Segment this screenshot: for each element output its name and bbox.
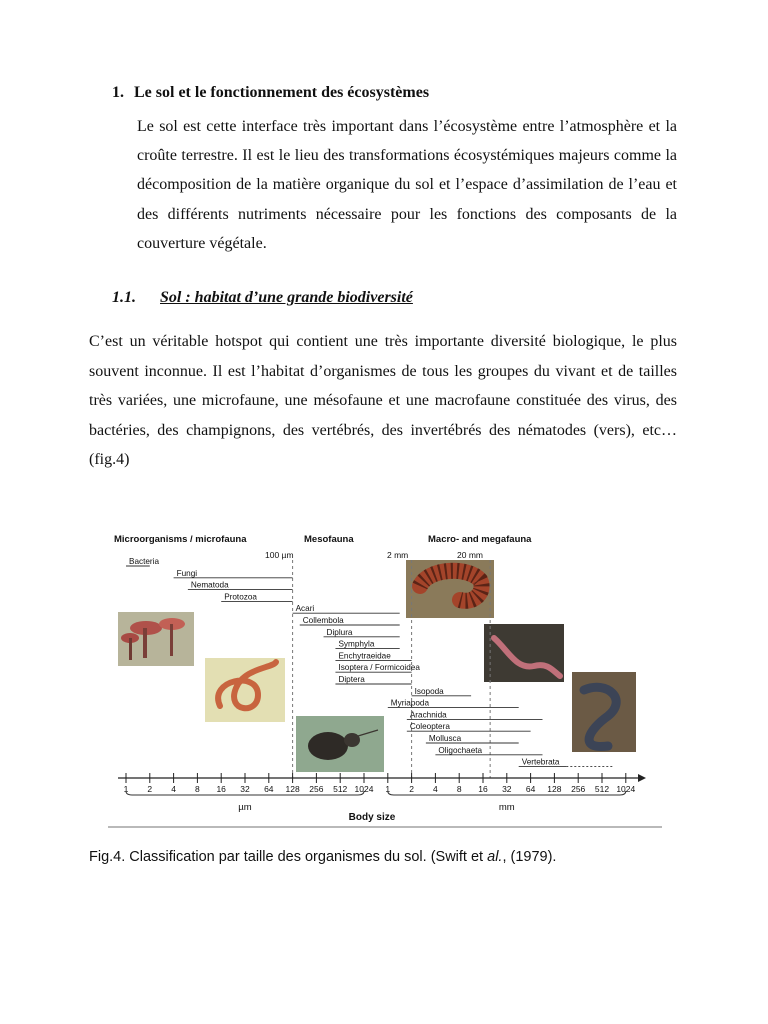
nematode-photo	[205, 658, 285, 722]
axis-tick-label: 64	[525, 784, 536, 794]
group-label: Arachnida	[409, 710, 447, 720]
group-label: Isopoda	[414, 686, 444, 696]
axis-tick-label: 4	[171, 784, 176, 794]
caption-suffix: , (1979).	[502, 849, 557, 865]
millipede-photo	[406, 560, 494, 618]
boundary-20mm: 20 mm	[457, 550, 483, 560]
section-number: 1.	[112, 84, 124, 101]
axis-arrow-icon	[638, 774, 646, 782]
group-label: Vertebrata	[521, 757, 560, 767]
group-label: Enchytraeidae	[338, 651, 391, 661]
subsection-number: 1.1.	[112, 289, 136, 306]
group-label: Coleoptera	[409, 722, 450, 732]
group-label: Isoptera / Formicoidea	[338, 663, 420, 673]
axis-tick-label: 1024	[616, 784, 636, 794]
boundary-2mm: 2 mm	[387, 550, 409, 560]
beetle-photo	[296, 716, 384, 772]
axis-label: Body size	[348, 812, 396, 823]
earthworm-photo	[484, 624, 564, 682]
axis-tick-label: 512	[333, 784, 348, 794]
group-label: Collembola	[302, 616, 344, 625]
axis-tick-label: 1024	[354, 784, 374, 794]
axis-tick-label: 2	[147, 784, 153, 794]
axis-tick-label: 4	[433, 784, 438, 794]
section-heading	[112, 84, 429, 102]
section-title: Le sol et le fonctionnement des écosystèmes	[134, 84, 430, 101]
header-mesofauna: Mesofauna	[304, 534, 354, 545]
header-microfauna: Microorganisms / microfauna	[114, 534, 247, 545]
axis-tick-label: 1	[385, 784, 391, 794]
axis-tick-label: 256	[571, 784, 586, 794]
axis-tick-label: 1	[123, 784, 129, 794]
axis-tick-label: 128	[547, 784, 562, 794]
figure-canvas	[108, 520, 662, 828]
size-classification-figure	[108, 520, 662, 828]
axis-tick-label: 16	[216, 784, 226, 794]
axis-tick-label: 8	[195, 784, 200, 794]
section-paragraph: Le sol est cette interface très important dans l’écosystème entre l’atmosphère et la croûte terrestre. Il est le lieu des transformations écosystémiques majeurs comme la décomposition de la matière organique du sol et l’espace d’assimilation de l’eau et des différents nutriments nécessaire pour les fonctions des composants de la couverture végétale.	[137, 118, 677, 252]
group-label: Diplura	[326, 627, 353, 637]
group-label: Protozoa	[224, 592, 257, 602]
group-label: Diptera	[338, 675, 365, 684]
boundary-100um: 100 µm	[265, 550, 294, 560]
unit-micrometer: µm	[238, 802, 252, 813]
group-label: Acari	[295, 604, 315, 614]
axis-tick-label: 32	[502, 784, 512, 794]
group-label: Oligochaeta	[438, 745, 483, 755]
axis-tick-label: 8	[456, 784, 462, 794]
caption-prefix: Fig.4. Classification par taille des organismes du sol. (Swift et	[89, 849, 488, 865]
axis-tick-label: 2	[409, 784, 414, 794]
axis-tick-label: 256	[309, 784, 324, 794]
group-label: Fungi	[176, 568, 198, 578]
axis-tick-label: 128	[285, 784, 300, 794]
axis-ticks	[124, 773, 636, 794]
group-label: Bacteria	[129, 557, 160, 566]
group-label: Myriapoda	[390, 698, 430, 708]
subsection-heading	[112, 289, 413, 307]
group-label: Symphyla	[338, 639, 375, 649]
subsection-title: Sol : habitat d’une grande biodiversité	[160, 289, 413, 306]
axis-tick-label: 64	[264, 784, 274, 794]
group-label: Mollusca	[428, 734, 462, 743]
axis-tick-label: 32	[240, 784, 250, 794]
figure-caption	[89, 849, 556, 865]
subsection-paragraph: C’est un véritable hotspot qui contient une très importante diversité biologique, le plus souvent inconnue. Il est l’habitat d’organismes de tous les groupes du vivant et de tailles très variées, une microfaune, une mésofaune et une macrofaune constituée des virus, des bactéries, des champignons, des vertébrés, des invertébrés des nématodes (vers), etc… (fig.4)	[89, 333, 677, 469]
unit-millimeter: mm	[498, 802, 515, 813]
mushroom-photo	[118, 612, 194, 666]
header-macrofauna: Macro- and megafauna	[428, 534, 532, 545]
axis-tick-label: 16	[478, 784, 488, 794]
caption-italic: al.	[487, 849, 503, 865]
caecilian-photo	[572, 672, 636, 752]
group-label: Nematoda	[190, 580, 229, 590]
axis-tick-label: 512	[594, 784, 610, 794]
